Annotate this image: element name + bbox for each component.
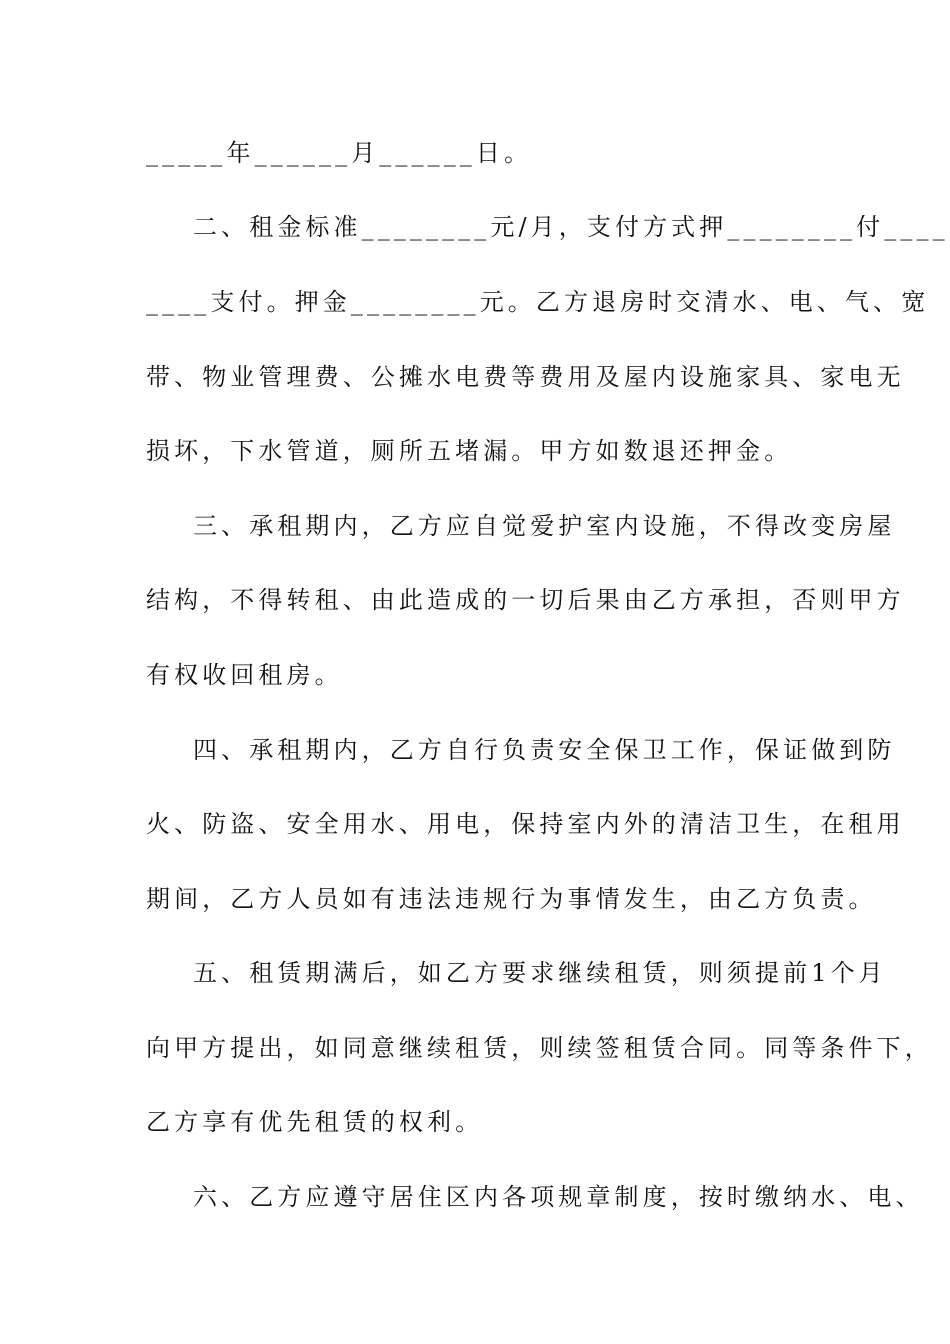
clause-2-line-1: 二、租金标准________元/月，支付方式押________付____	[193, 213, 949, 241]
clause-3-line-3: 有权收回租房。	[146, 661, 343, 689]
clause-2-line-2: ____支付。押金________元。乙方退房时交清水、电、气、宽	[146, 288, 930, 316]
clause-4-line-2: 火、防盗、安全用水、用电，保持室内外的清洁卫生，在租用	[146, 810, 905, 838]
clause-2-line-4: 损坏，下水管道，厕所五堵漏。甲方如数退还押金。	[146, 437, 793, 465]
clause-5-line-1: 五、租赁期满后，如乙方要求继续租赁，则须提前1个月	[193, 959, 887, 987]
clause-4-line-3: 期间，乙方人员如有违法违规行为事情发生，由乙方负责。	[146, 885, 877, 913]
clause-3-line-2: 结构，不得转租、由此造成的一切后果由乙方承担，否则甲方	[146, 586, 905, 614]
clause-2-line-3: 带、物业管理费、公摊水电费等费用及屋内设施家具、家电无	[146, 363, 905, 391]
clause-5-line-2: 向甲方提出，如同意继续租赁，则续签租赁合同。同等条件下，	[146, 1034, 933, 1062]
clause-5-line-3: 乙方享有优先租赁的权利。	[146, 1108, 484, 1136]
date-line: _____年______月______日。	[146, 139, 533, 167]
clause-3-line-1: 三、承租期内，乙方应自觉爱护室内设施，不得改变房屋	[193, 512, 896, 540]
clause-6-line-1: 六、乙方应遵守居住区内各项规章制度，按时缴纳水、电、	[193, 1183, 924, 1211]
clause-4-line-1: 四、承租期内，乙方自行负责安全保卫工作，保证做到防	[193, 736, 896, 764]
